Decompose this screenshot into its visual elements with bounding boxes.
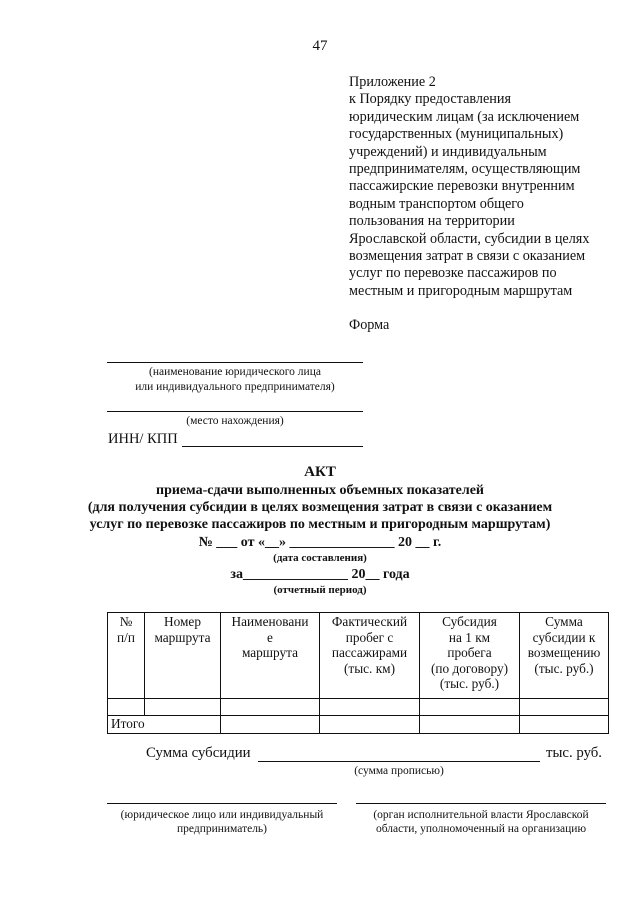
page-number: 47: [312, 38, 328, 54]
indicators-table: [107, 612, 609, 734]
table-cell[interactable]: [145, 699, 221, 716]
table-total-row: [108, 716, 609, 734]
table-cell[interactable]: [320, 699, 420, 716]
table-cell[interactable]: [320, 716, 420, 734]
signature-line-left[interactable]: [107, 803, 337, 804]
appendix-line: предпринимателям, осуществляющим: [349, 161, 581, 178]
signature-caption-right-1: (орган исполнительной власти Ярославской: [373, 809, 589, 821]
table-cell[interactable]: [520, 716, 609, 734]
act-title: АКТ: [304, 464, 336, 480]
table-header-cell: № п/п: [108, 613, 145, 699]
sum-line[interactable]: [258, 761, 540, 762]
appendix-line: учреждений) и индивидуальным: [349, 143, 547, 160]
signature-caption-left-1: (юридическое лицо или индивидуальный: [120, 809, 324, 821]
appendix-line: государственных (муниципальных): [349, 126, 564, 143]
total-label: Итого: [108, 716, 145, 734]
form-label: Форма: [349, 317, 390, 333]
table-cell[interactable]: [520, 699, 609, 716]
appendix-block: [349, 74, 629, 300]
act-subtitle-line: приема-сдачи выполненных объемных показателей: [156, 483, 484, 498]
date-caption: (дата составления): [273, 552, 367, 564]
table-header-cell: Фактический пробег с пассажирами (тыс. км): [320, 613, 420, 699]
entity-name-caption-1: (наименование юридического лица: [149, 366, 321, 378]
location-line[interactable]: [107, 411, 363, 412]
appendix-line: к Порядку предоставления: [349, 91, 511, 108]
table-cell[interactable]: [420, 716, 520, 734]
sum-caption: (сумма прописью): [354, 765, 444, 777]
location-caption: (место нахождения): [186, 415, 284, 427]
act-subtitle: [0, 482, 640, 533]
act-number-line: № ___ от «__» _______________ 20 __ г.: [198, 535, 442, 550]
inn-kpp-line[interactable]: [182, 446, 363, 447]
appendix-line: пассажирские перевозки внутренним: [349, 178, 575, 195]
entity-name-caption-2: или индивидуального предпринимателя): [135, 381, 335, 393]
table-row: [108, 699, 609, 716]
appendix-line: Ярославской области, субсидии в целях: [349, 230, 590, 247]
table-cell[interactable]: [221, 716, 320, 734]
table-cell[interactable]: [221, 699, 320, 716]
table-cell[interactable]: [420, 699, 520, 716]
appendix-line: местным и пригородным маршрутам: [349, 282, 573, 299]
appendix-line: Приложение 2: [349, 74, 436, 90]
period-line: за_______________ 20__ года: [230, 567, 410, 582]
appendix-line: водным транспортом общего: [349, 195, 524, 212]
signature-caption-left-2: предприниматель): [176, 823, 268, 835]
table-header-cell: Субсидия на 1 км пробега (по договору) (тыс. руб.): [420, 613, 520, 699]
sum-label: Сумма субсидии: [146, 745, 251, 761]
appendix-line: пользования на территории: [349, 213, 515, 230]
appendix-line: услуг по перевозке пассажиров по: [349, 265, 557, 282]
table-header-cell: Наименовани е маршрута: [221, 613, 320, 699]
table-header-cell: Номер маршрута: [145, 613, 221, 699]
entity-name-line[interactable]: [107, 362, 363, 363]
table-cell[interactable]: [108, 699, 145, 716]
period-caption: (отчетный период): [273, 584, 367, 596]
table-header-cell: Сумма субсидии к возмещению (тыс. руб.): [520, 613, 609, 699]
inn-kpp-label: ИНН/ КПП: [108, 431, 178, 447]
signature-line-right[interactable]: [356, 803, 606, 804]
table-header-row: [108, 613, 609, 699]
signature-caption-right-2: области, уполномоченный на организацию: [375, 823, 587, 835]
act-subtitle-line: услуг по перевозке пассажиров по местным и пригородным маршрутам): [89, 517, 551, 532]
appendix-line: возмещения затрат в связи с оказанием: [349, 248, 586, 265]
table-cell: [145, 716, 221, 734]
appendix-line: юридическим лицам (за исключением: [349, 108, 580, 125]
act-subtitle-line: (для получения субсидии в целях возмещения затрат в связи с оказанием: [87, 500, 553, 515]
sum-unit: тыс. руб.: [546, 745, 603, 761]
